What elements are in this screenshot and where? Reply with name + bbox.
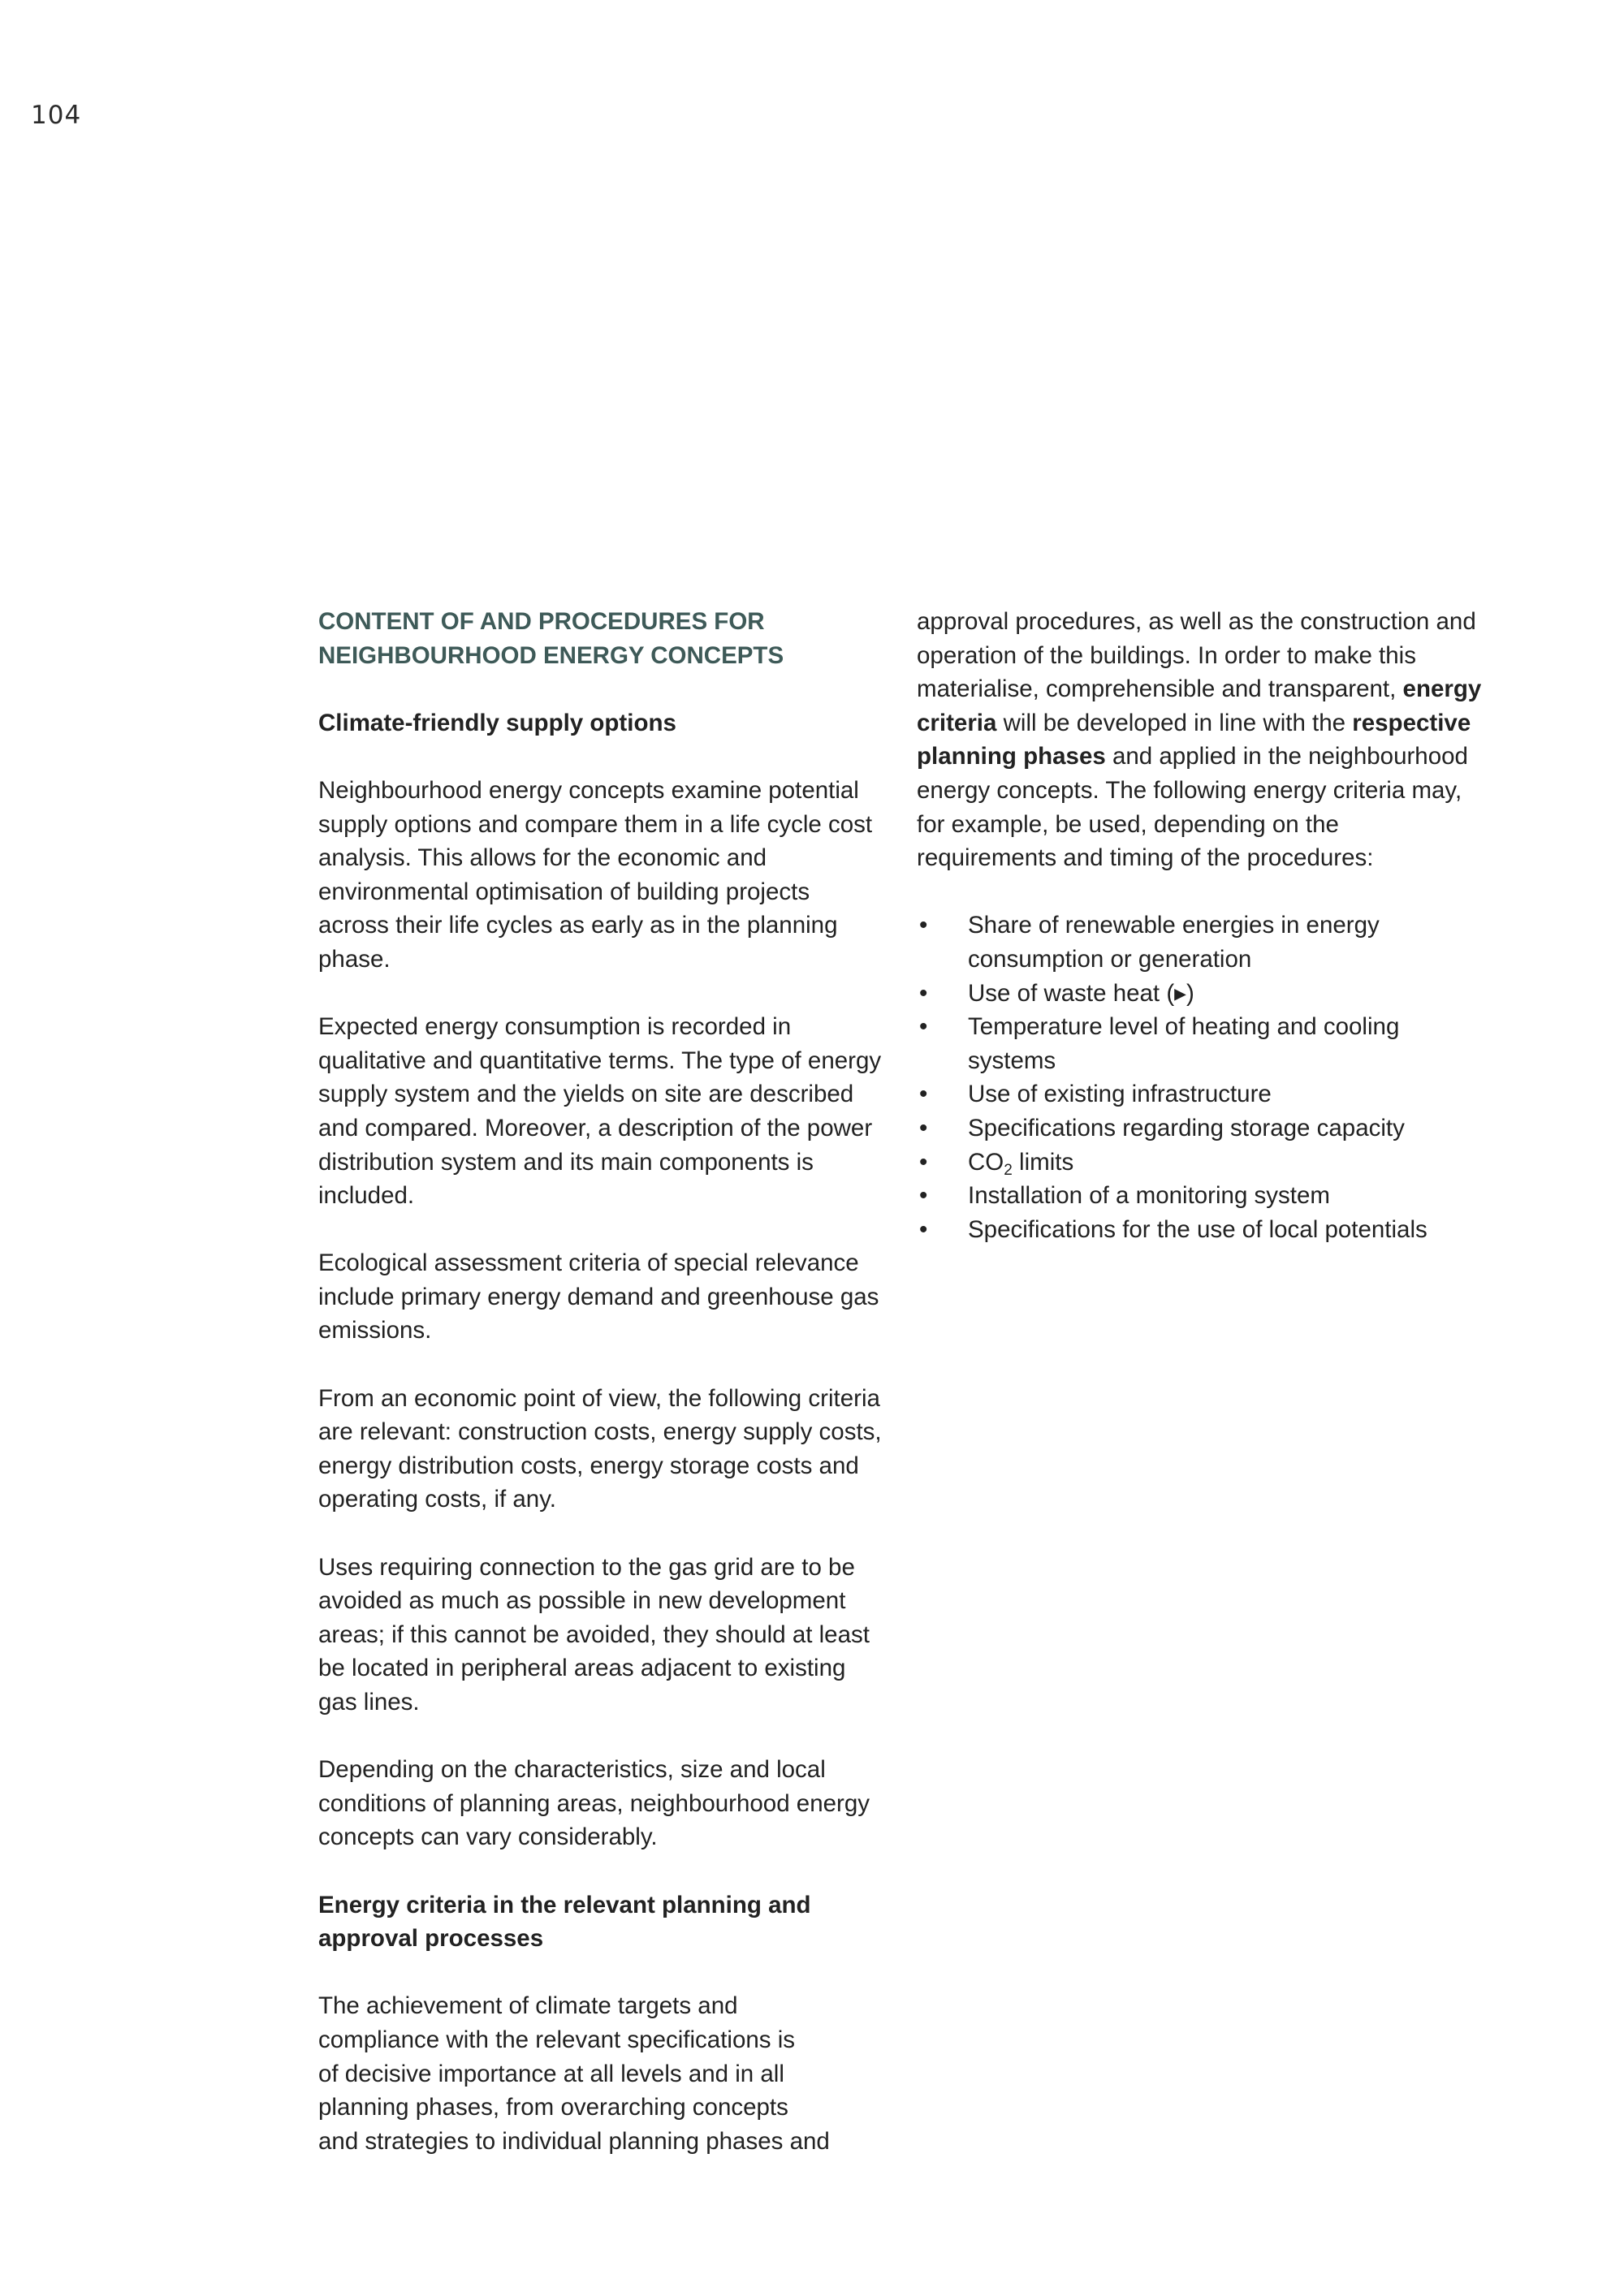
bullet-icon: • [919,1182,928,1210]
bullet-icon: • [919,1114,928,1142]
section-title [318,605,887,672]
subheading-energy-criteria-line-2: approval processes [318,1925,544,1953]
subheading-energy-criteria-line-1: Energy criteria in the relevant planning and [318,1891,811,1918]
approval-text-e: and applied in the neighbourhood energy concepts. The following energy criteria may, for example, be used, depending on the requirements and timing of the procedures: [917,743,1468,872]
climate-targets-line-3: of decisive importance at all levels and in all [318,2060,784,2087]
bullet-icon: • [919,1013,928,1041]
list-item-text [968,1148,1074,1179]
section-title-line-1: CONTENT OF AND PROCEDURES FOR [318,608,765,635]
bullet-icon: • [919,1148,928,1176]
list-item [917,1146,1485,1180]
climate-targets-line-5: and strategies to individual planning phases and [318,2127,830,2155]
approval-text-a: approval procedures, as well as the construction and operation of the buildings. In order to make this materialise, comprehensible and transparent, [917,608,1476,703]
list-item-text: Temperature level of heating and cooling systems [968,1013,1400,1074]
left-column [318,605,887,2158]
list-item [917,977,1485,1011]
paragraph-economic-criteria: From an economic point of view, the following criteria are relevant: construction costs, energy supply costs, energy distribution costs, energy storage costs and operating costs, if any. [318,1384,882,1513]
list-item-text: Specifications regarding storage capacity [968,1114,1405,1142]
co2-subscript: 2 [1004,1161,1013,1179]
paragraph-supply-options: Neighbourhood energy concepts examine potential supply options and compare them in a life cycle cost analysis. This allows for the economic and environmental optimisation of building projects across their life cycles as early as in the planning phase. [318,776,873,973]
list-item [917,1213,1485,1247]
climate-targets-line-2: compliance with the relevant specifications is [318,2026,796,2053]
bullet-icon: • [919,1081,928,1108]
list-item [917,908,1485,976]
bullet-icon: • [919,912,928,939]
section-title-line-2: NEIGHBOURHOOD ENERGY CONCEPTS [318,641,784,669]
subheading-supply-options: Climate-friendly supply options [318,709,676,736]
planning-phases-emphasis: respective planning phases [917,709,1471,770]
climate-targets-line-1: The achievement of climate targets and [318,1992,738,2020]
page-number: 104 [31,101,82,130]
bullet-icon: • [919,1215,928,1243]
list-item [917,1010,1485,1077]
paragraph-approval-procedures [917,605,1485,875]
energy-criteria-list [917,908,1485,1246]
bullet-icon: • [919,979,928,1007]
list-item-text: Share of renewable energies in energy consumption or generation [968,912,1380,973]
paragraph-gas-grid: Uses requiring connection to the gas grid are to be avoided as much as possible in new development areas; if this cannot be avoided, they should at least be located in peripheral areas adjacent to existing gas lines. [318,1553,870,1716]
paragraph-energy-consumption: Expected energy consumption is recorded in qualitative and quantitative terms. The type of energy supply system and the yields on site are described and compared. Moreover, a description of the power distribution system and its main components is included. [318,1013,882,1210]
approval-text-c: will be developed in line with the [996,709,1346,736]
list-item [917,1111,1485,1146]
paragraph-climate-targets [318,1989,887,2158]
co2-label: CO [968,1148,1004,1176]
list-item-text: Use of existing infrastructure [968,1081,1272,1108]
list-item [917,1179,1485,1213]
climate-targets-line-4: planning phases, from overarching concepts [318,2094,788,2121]
list-item-text: Specifications for the use of local potentials [968,1215,1427,1243]
list-item-text: Installation of a monitoring system [968,1182,1330,1210]
paragraph-characteristics: Depending on the characteristics, size and local conditions of planning areas, neighbourhood energy concepts can vary considerably. [318,1756,870,1851]
subheading-energy-criteria [318,1888,887,1956]
paragraph-ecological-criteria: Ecological assessment criteria of special relevance include primary energy demand and greenhouse gas emissions. [318,1249,879,1344]
list-item-text: Use of waste heat (▸) [968,979,1194,1007]
list-item [917,1077,1485,1111]
energy-criteria-emphasis: energy criteria [917,675,1482,736]
right-column [917,605,1485,1246]
co2-limits-label: limits [1012,1148,1074,1176]
